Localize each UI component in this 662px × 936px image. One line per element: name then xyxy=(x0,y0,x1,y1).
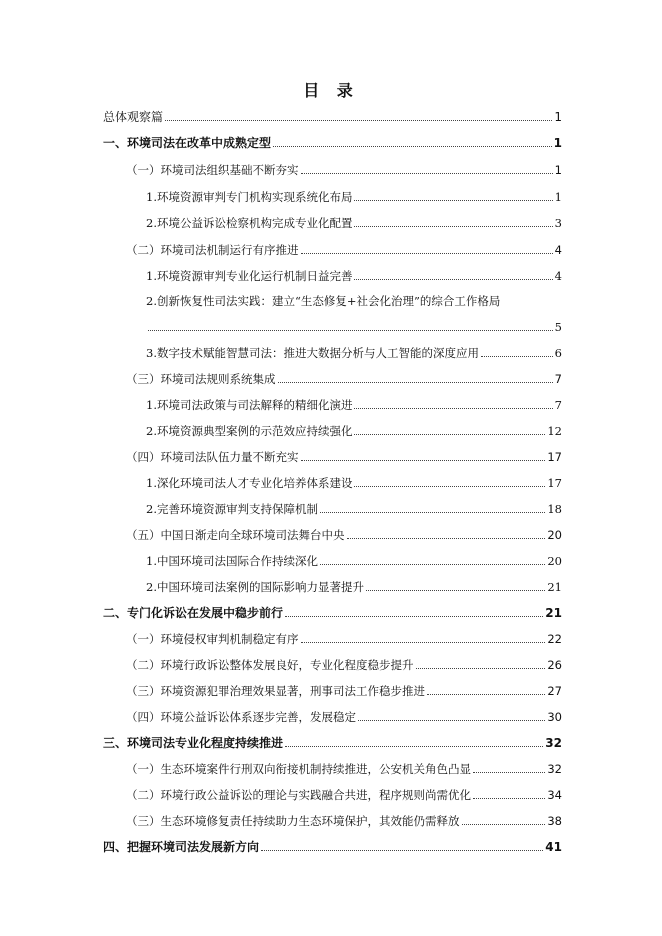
toc-entry-chapter-2[interactable] xyxy=(103,604,562,622)
toc-entry-section-1-5[interactable] xyxy=(126,526,562,544)
toc-entry-text: 四、把握环境司法发展新方向 xyxy=(103,840,260,854)
toc-entry-section-1-4[interactable] xyxy=(126,448,562,466)
toc-entry-text: （三）生态环境修复责任持续助力生态环境保护，其效能仍需释放 xyxy=(126,814,460,828)
leader-dots xyxy=(354,200,552,201)
leader-dots xyxy=(366,590,545,591)
toc-page-number: 1 xyxy=(554,190,562,204)
toc-entry-item-1-2-2-continuation[interactable] xyxy=(146,318,562,336)
leader-dots xyxy=(301,173,553,174)
toc-page-number: 5 xyxy=(554,320,562,334)
toc-entry-text: 2.中国环境司法案例的国际影响力显著提升 xyxy=(146,580,364,594)
toc-entry-text: （二）环境行政公益诉讼的理论与实践融合共进，程序规则尚需优化 xyxy=(126,788,471,802)
toc-entry-text: （三）环境资源犯罪治理效果显著，刑事司法工作稳步推进 xyxy=(126,684,425,698)
toc-entry-text: （四）环境公益诉讼体系逐步完善，发展稳定 xyxy=(126,710,356,724)
leader-dots xyxy=(148,330,553,331)
toc-entry-text: 1.环境司法政策与司法解释的精细化演进 xyxy=(146,398,353,412)
leader-dots xyxy=(273,146,552,147)
toc-page-number: 4 xyxy=(554,243,562,257)
toc-entry-section-2-1[interactable] xyxy=(126,630,562,648)
toc-entry-section-2-3[interactable] xyxy=(126,682,562,700)
toc-entry-text: 2.完善环境资源审判支持保障机制 xyxy=(146,502,318,516)
leader-dots xyxy=(416,668,546,669)
toc-page-number: 7 xyxy=(554,372,562,386)
leader-dots xyxy=(354,434,545,435)
toc-page-number: 6 xyxy=(554,346,562,360)
toc-entry-text: 2.环境公益诉讼检察机构完成专业化配置 xyxy=(146,216,353,230)
toc-entry-section-1-3[interactable] xyxy=(126,370,562,388)
toc-entry-text: 一、环境司法在改革中成熟定型 xyxy=(103,136,272,150)
toc-page-number: 4 xyxy=(554,269,562,283)
leader-dots xyxy=(165,120,552,121)
toc-title: 目 录 xyxy=(303,81,359,100)
leader-dots xyxy=(301,642,546,643)
toc-entry-text: （三）环境司法规则系统集成 xyxy=(126,372,276,386)
leader-dots xyxy=(354,279,552,280)
toc-entry-text: 1.深化环境司法人才专业化培养体系建设 xyxy=(146,476,353,490)
toc-entry-text: 三、环境司法专业化程度持续推进 xyxy=(103,736,284,750)
leader-dots xyxy=(427,694,545,695)
leader-dots xyxy=(261,850,543,851)
toc-page-number: 7 xyxy=(554,398,562,412)
toc-entry-item-1-4-2[interactable] xyxy=(146,500,562,518)
toc-entry-overview[interactable] xyxy=(103,108,562,126)
leader-dots xyxy=(358,720,545,721)
toc-entry-section-2-4[interactable] xyxy=(126,708,562,726)
toc-page-number: 26 xyxy=(547,658,562,672)
toc-page-number: 21 xyxy=(545,606,562,620)
leader-dots xyxy=(354,408,552,409)
leader-dots xyxy=(473,772,545,773)
toc-entry-item-1-2-1[interactable] xyxy=(146,267,562,285)
leader-dots xyxy=(481,356,553,357)
leader-dots xyxy=(301,253,553,254)
leader-dots xyxy=(320,512,545,513)
toc-entry-text: 总体观察篇 xyxy=(103,110,164,124)
toc-entry-text: （一）生态环境案件行刑双向衔接机制持续推进，公安机关角色凸显 xyxy=(126,762,471,776)
toc-page-number: 32 xyxy=(547,762,562,776)
leader-dots xyxy=(462,824,546,825)
toc-entry-text: （二）环境司法机制运行有序推进 xyxy=(126,243,299,257)
toc-page-number: 1 xyxy=(553,136,562,150)
toc-entry-text: 2.环境资源典型案例的示范效应持续强化 xyxy=(146,424,353,438)
toc-entry-chapter-3[interactable] xyxy=(103,734,562,752)
toc-entry-item-1-3-2[interactable] xyxy=(146,422,562,440)
leader-dots xyxy=(347,538,546,539)
toc-entry-text: （一）环境司法组织基础不断夯实 xyxy=(126,163,299,177)
toc-page-number: 17 xyxy=(547,450,562,464)
leader-dots xyxy=(285,616,543,617)
toc-page-number: 18 xyxy=(547,502,562,516)
toc-entry-section-1-1[interactable] xyxy=(126,161,562,179)
toc-page-number: 32 xyxy=(545,736,562,750)
toc-page-number: 20 xyxy=(547,528,562,542)
toc-entry-section-3-2[interactable] xyxy=(126,786,562,804)
toc-page-number: 27 xyxy=(547,684,562,698)
toc-entry-item-1-2-3[interactable] xyxy=(146,344,562,362)
toc-entry-section-2-2[interactable] xyxy=(126,656,562,674)
toc-entry-item-1-3-1[interactable] xyxy=(146,396,562,414)
toc-entry-text: 1.环境资源审判专业化运行机制日益完善 xyxy=(146,269,353,283)
toc-entry-text: 二、专门化诉讼在发展中稳步前行 xyxy=(103,606,284,620)
toc-page-number: 30 xyxy=(547,710,562,724)
toc-entry-text: （一）环境侵权审判机制稳定有序 xyxy=(126,632,299,646)
leader-dots xyxy=(285,746,543,747)
toc-entry-text: 1.环境资源审判专门机构实现系统化布局 xyxy=(146,190,353,204)
toc-page-number: 1 xyxy=(554,110,562,124)
toc-entry-item-1-1-1[interactable] xyxy=(146,188,562,206)
toc-page-number: 1 xyxy=(554,163,562,177)
toc-page-number: 21 xyxy=(547,580,562,594)
leader-dots xyxy=(354,226,552,227)
toc-page-number: 20 xyxy=(547,554,562,568)
leader-dots xyxy=(301,460,546,461)
toc-page-number: 12 xyxy=(547,424,562,438)
toc-entry-text: （二）环境行政诉讼整体发展良好，专业化程度稳步提升 xyxy=(126,658,414,672)
toc-entry-section-3-1[interactable] xyxy=(126,760,562,778)
toc-page-number: 22 xyxy=(547,632,562,646)
toc-entry-item-1-4-1[interactable] xyxy=(146,474,562,492)
toc-entry-section-3-3[interactable] xyxy=(126,812,562,830)
toc-page-number: 41 xyxy=(545,840,562,854)
toc-entry-text: 1.中国环境司法国际合作持续深化 xyxy=(146,554,318,568)
toc-entry-item-1-2-2[interactable] xyxy=(146,292,562,310)
leader-dots xyxy=(278,382,553,383)
toc-entry-chapter-1[interactable] xyxy=(103,134,562,152)
toc-entry-item-1-5-2[interactable] xyxy=(146,578,562,596)
toc-entry-text: （五）中国日渐走向全球环境司法舞台中央 xyxy=(126,528,345,542)
toc-entry-text: 2.创新恢复性司法实践：建立“生态修复+社会化治理”的综合工作格局 xyxy=(146,294,501,308)
toc-entry-chapter-4[interactable] xyxy=(103,838,562,856)
leader-dots xyxy=(320,564,545,565)
toc-entry-section-1-2[interactable] xyxy=(126,241,562,259)
toc-entry-text: 3.数字技术赋能智慧司法：推进大数据分析与人工智能的深度应用 xyxy=(146,346,479,360)
toc-entry-text: （四）环境司法队伍力量不断充实 xyxy=(126,450,299,464)
toc-page-number: 34 xyxy=(547,788,562,802)
toc-page-number: 17 xyxy=(547,476,562,490)
toc-page-number: 38 xyxy=(547,814,562,828)
toc-page-number: 3 xyxy=(554,216,562,230)
toc-entry-item-1-5-1[interactable] xyxy=(146,552,562,570)
leader-dots xyxy=(354,486,545,487)
toc-entry-item-1-1-2[interactable] xyxy=(146,214,562,232)
leader-dots xyxy=(473,798,545,799)
